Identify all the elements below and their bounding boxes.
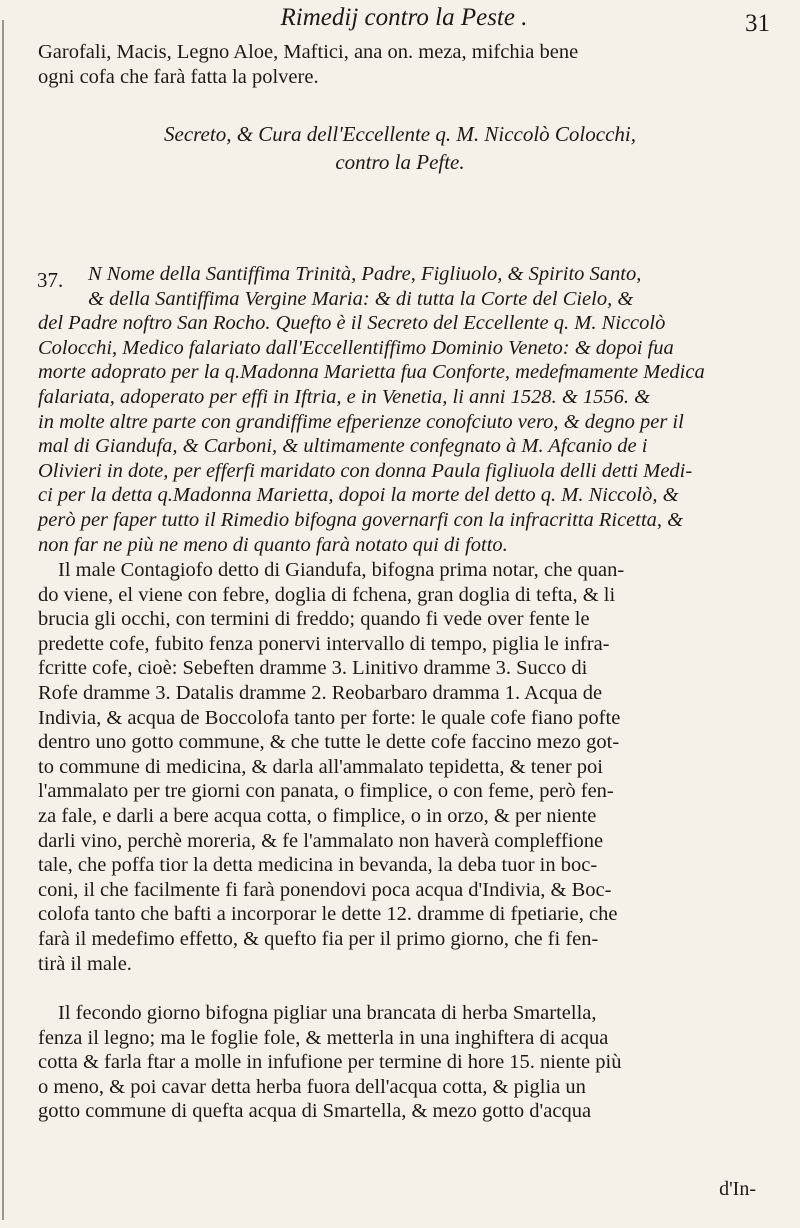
text-line: fcritte cofe, cioè: Sebeften dramme 3. Linitivo dramme 3. Succo di [38, 657, 588, 680]
text-line: tale, che poffa tior la detta medicina in bevanda, la deba tuor in boc- [38, 854, 598, 877]
text-line: tirà il male. [38, 952, 132, 975]
text-line: colofa tanto che bafti a incorporar le dette 12. dramme di fpetiarie, che [38, 903, 618, 926]
text-line: darli vino, perchè moreria, & fe l'ammalato non haverà compleffione [38, 829, 604, 852]
text-line: Il male Contagiofo detto di Giandufa, bifogna prima notar, che quan- [58, 559, 625, 581]
text-line: fenza il legno; ma le foglie fole, & metterla in una inghiftera di acqua [38, 1026, 609, 1049]
section-number: 37. [37, 268, 64, 292]
page-number: 31 [745, 10, 770, 37]
section-heading [0, 120, 800, 176]
text-line: ci per la detta q.Madonna Marietta, dopoi la morte del detto q. M. Niccolò, & [38, 484, 679, 507]
text-line: predette cofe, fubito fenza ponervi intervallo di tempo, piglia le infra- [38, 632, 610, 655]
text-line: ogni cofa che farà fatta la polvere. [38, 65, 319, 88]
paragraph-symptoms [38, 558, 790, 976]
text-line: to commune di medicina, & darla all'ammalato tepidetta, & tener poi [38, 755, 603, 778]
text-line: za fale, e darli a bere acqua cotta, o fimplice, o in orzo, & per niente [38, 804, 597, 827]
text-line: morte adoprato per la q.Madonna Marietta fua Conforte, medefmamente Medica [38, 361, 705, 384]
text-line: o meno, & poi cavar detta herba fuora dell'acqua cotta, & piglia un [38, 1075, 586, 1098]
text-line: però per faper tutto il Rimedio bifogna governarfi con la infracritta Ricetta, & [38, 508, 684, 531]
text-line: brucia gli occhi, con termini di freddo; quando fi vede over fente le [38, 608, 590, 631]
text-line: in molte altre parte con grandiffime efperienze conofciuto vero, & degno per il [38, 410, 684, 433]
text-line: cotta & farla ftar a molle in infufione per termine di hore 15. niente più [38, 1051, 622, 1074]
text-line: del Padre noftro San Rocho. Quefto è il Secreto del Eccellente q. M. Niccolò [38, 312, 666, 335]
text-line: Rofe dramme 3. Datalis dramme 2. Reobarbaro dramma 1. Acqua de [38, 681, 603, 704]
text-line: falariata, adoperato per effi in Iftria, e in Venetia, li anni 1528. & 1556. & [38, 385, 651, 408]
text-line: & della Santiffima Vergine Maria: & di tutta la Corte del Cielo, & [88, 287, 634, 310]
heading-line: contro la Pefte. [335, 150, 465, 174]
text-line: mal di Giandufa, & Carboni, & ultimamente confegnato à M. Afcanio de i [38, 435, 648, 458]
paragraph-second-day [38, 1001, 790, 1124]
text-line: Garofali, Macis, Legno Aloe, Maftici, ana on. meza, mifchia bene [38, 41, 579, 63]
text-line: non far ne più ne meno di quanto farà notato qui di fotto. [38, 533, 508, 556]
text-line: dentro uno gotto commune, & che tutte le dette cofe faccino mezo got- [38, 731, 620, 754]
running-title: Rimedij contro la Peste . [280, 4, 528, 31]
text-line: N Nome della Santiffima Trinità, Padre, Figliuolo, & Spirito Santo, [88, 263, 642, 285]
text-line: Olivieri in dote, per efferfi maridato con donna Paula figliuola delli detti Medi- [38, 459, 693, 482]
invocation-paragraph [38, 262, 790, 557]
running-head [30, 4, 778, 36]
heading-line: Secreto, & Cura dell'Eccellente q. M. Niccolò Colocchi, [164, 122, 636, 146]
page-edge-shadow [2, 20, 4, 1220]
text-line: coni, il che facilmente fi farà ponendovi poca acqua d'Indivia, & Boc- [38, 878, 612, 901]
text-line: l'ammalato per tre giorni con panata, o fimplice, o con feme, però fen- [38, 780, 614, 803]
catchword: d'In- [719, 1178, 756, 1200]
text-line: Indivia, & acqua de Boccolofa tanto per forte: le quale cofe fiano pofte [38, 706, 621, 729]
text-line: do viene, el viene con febre, doglia di fchena, gran doglia di tefta, & li [38, 583, 616, 606]
text-line: Il fecondo giorno bifogna pigliar una brancata di herba Smartella, [58, 1002, 597, 1024]
top-lines [38, 40, 790, 89]
text-line: gotto commune di quefta acqua di Smartella, & mezo gotto d'acqua [38, 1100, 592, 1123]
text-line: farà il medefimo effetto, & quefto fia per il primo giorno, che fi fen- [38, 927, 599, 950]
text-line: Colocchi, Medico falariato dall'Eccellentiffimo Dominio Veneto: & dopoi fua [38, 336, 674, 359]
